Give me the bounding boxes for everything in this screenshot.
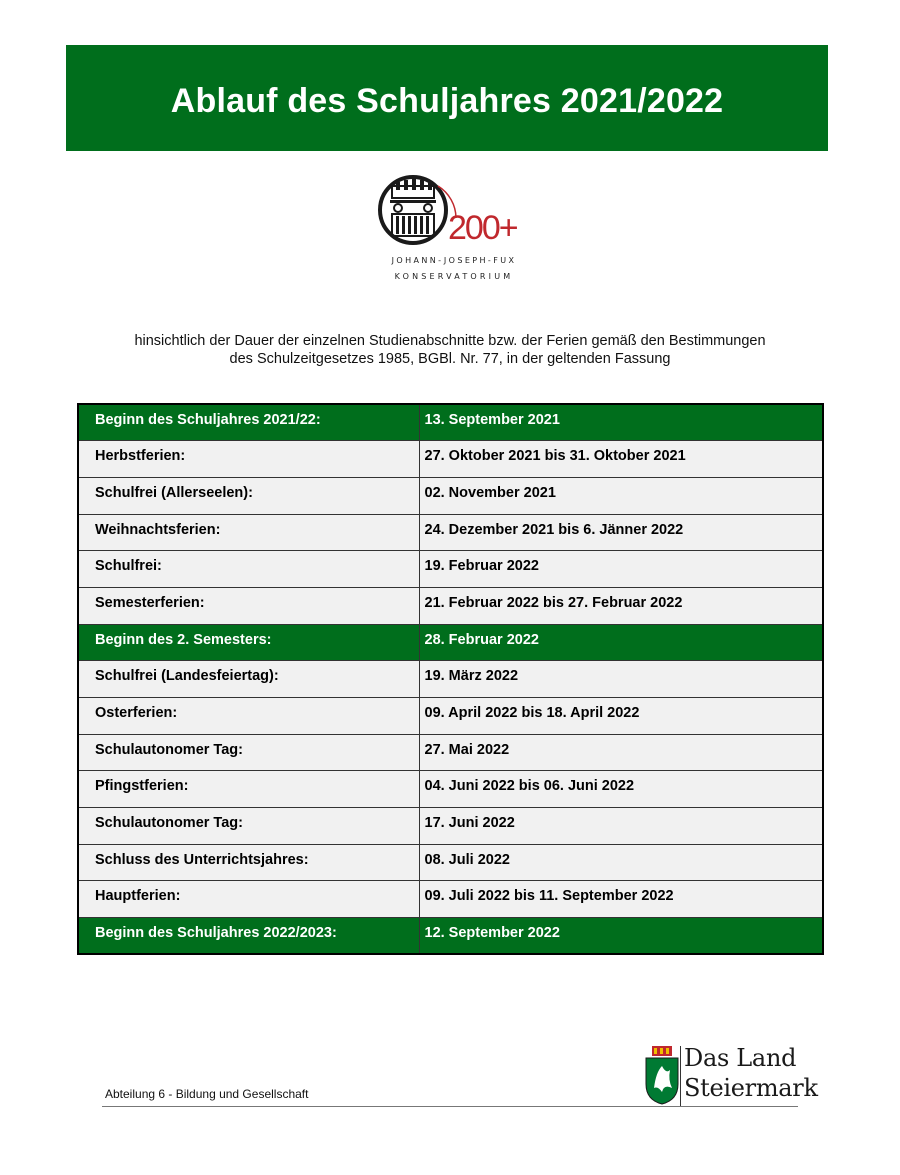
- schedule-date: 02. November 2021: [419, 477, 823, 514]
- schedule-label: Schulfrei:: [78, 551, 419, 588]
- schedule-label: Hauptferien:: [78, 881, 419, 918]
- schedule-date: 27. Oktober 2021 bis 31. Oktober 2021: [419, 441, 823, 478]
- schedule-label: Osterferien:: [78, 698, 419, 735]
- schedule-label: Herbstferien:: [78, 441, 419, 478]
- schedule-date: 12. September 2022: [419, 918, 823, 955]
- schedule-date: 13. September 2021: [419, 404, 823, 441]
- schedule-date: 09. April 2022 bis 18. April 2022: [419, 698, 823, 735]
- page-title: Ablauf des Schuljahres 2021/2022: [170, 81, 724, 120]
- schedule-date: 28. Februar 2022: [419, 624, 823, 661]
- schedule-date: 08. Juli 2022: [419, 844, 823, 881]
- footer-divider: [102, 1106, 798, 1107]
- table-row: [78, 844, 823, 881]
- schedule-label: Schluss des Unterrichtsjahres:: [78, 844, 419, 881]
- table-row: [78, 918, 823, 955]
- schedule-date: 27. Mai 2022: [419, 734, 823, 771]
- schedule-label: Pfingstferien:: [78, 771, 419, 808]
- schedule-label: Weihnachtsferien:: [78, 514, 419, 551]
- schedule-table: [77, 403, 824, 955]
- schedule-label: Beginn des 2. Semesters:: [78, 624, 419, 661]
- schedule-label: Schulfrei (Allerseelen):: [78, 477, 419, 514]
- table-row: [78, 661, 823, 698]
- schedule-date: 21. Februar 2022 bis 27. Februar 2022: [419, 587, 823, 624]
- table-row: [78, 441, 823, 478]
- konservatorium-logo: [378, 168, 538, 288]
- schedule-date: 04. Juni 2022 bis 06. Juni 2022: [419, 771, 823, 808]
- title-banner: [66, 45, 828, 151]
- intro-line-1: hinsichtlich der Dauer der einzelnen Studienabschnitte bzw. der Ferien gemäß den Bestimmungen: [134, 333, 766, 349]
- table-row: [78, 477, 823, 514]
- table-row: [78, 771, 823, 808]
- schedule-label: Schulfrei (Landesfeiertag):: [78, 661, 419, 698]
- schedule-label: Beginn des Schuljahres 2022/2023:: [78, 918, 419, 955]
- brand-wordmark: [684, 1043, 818, 1103]
- logo-name: JOHANN-JOSEPH-FUX: [391, 256, 517, 265]
- brand-line-2: Steiermark: [684, 1074, 818, 1102]
- schedule-date: 24. Dezember 2021 bis 6. Jänner 2022: [419, 514, 823, 551]
- table-row: [78, 551, 823, 588]
- brand-line-1: Das Land: [684, 1044, 797, 1072]
- steiermark-coat-of-arms-icon: [642, 1044, 682, 1106]
- schedule-label: Schulautonomer Tag:: [78, 808, 419, 845]
- schedule-label: Schulautonomer Tag:: [78, 734, 419, 771]
- table-row: [78, 698, 823, 735]
- table-row: [78, 808, 823, 845]
- brand-divider: [680, 1046, 681, 1106]
- intro-text: [60, 332, 840, 368]
- table-row: [78, 624, 823, 661]
- table-row: [78, 514, 823, 551]
- logo-number: 200+: [448, 209, 517, 247]
- schedule-label: Beginn des Schuljahres 2021/22:: [78, 404, 419, 441]
- logo-subtitle: KONSERVATORIUM: [394, 272, 514, 281]
- table-row: [78, 587, 823, 624]
- intro-line-2: des Schulzeitgesetzes 1985, BGBl. Nr. 77, in der geltenden Fassung: [229, 351, 671, 367]
- table-row: [78, 881, 823, 918]
- schedule-label: Semesterferien:: [78, 587, 419, 624]
- table-row: [78, 734, 823, 771]
- schedule-date: 17. Juni 2022: [419, 808, 823, 845]
- table-row: [78, 404, 823, 441]
- schedule-date: 09. Juli 2022 bis 11. September 2022: [419, 881, 823, 918]
- schedule-date: 19. Februar 2022: [419, 551, 823, 588]
- schedule-date: 19. März 2022: [419, 661, 823, 698]
- department-text: Abteilung 6 - Bildung und Gesellschaft: [105, 1087, 309, 1101]
